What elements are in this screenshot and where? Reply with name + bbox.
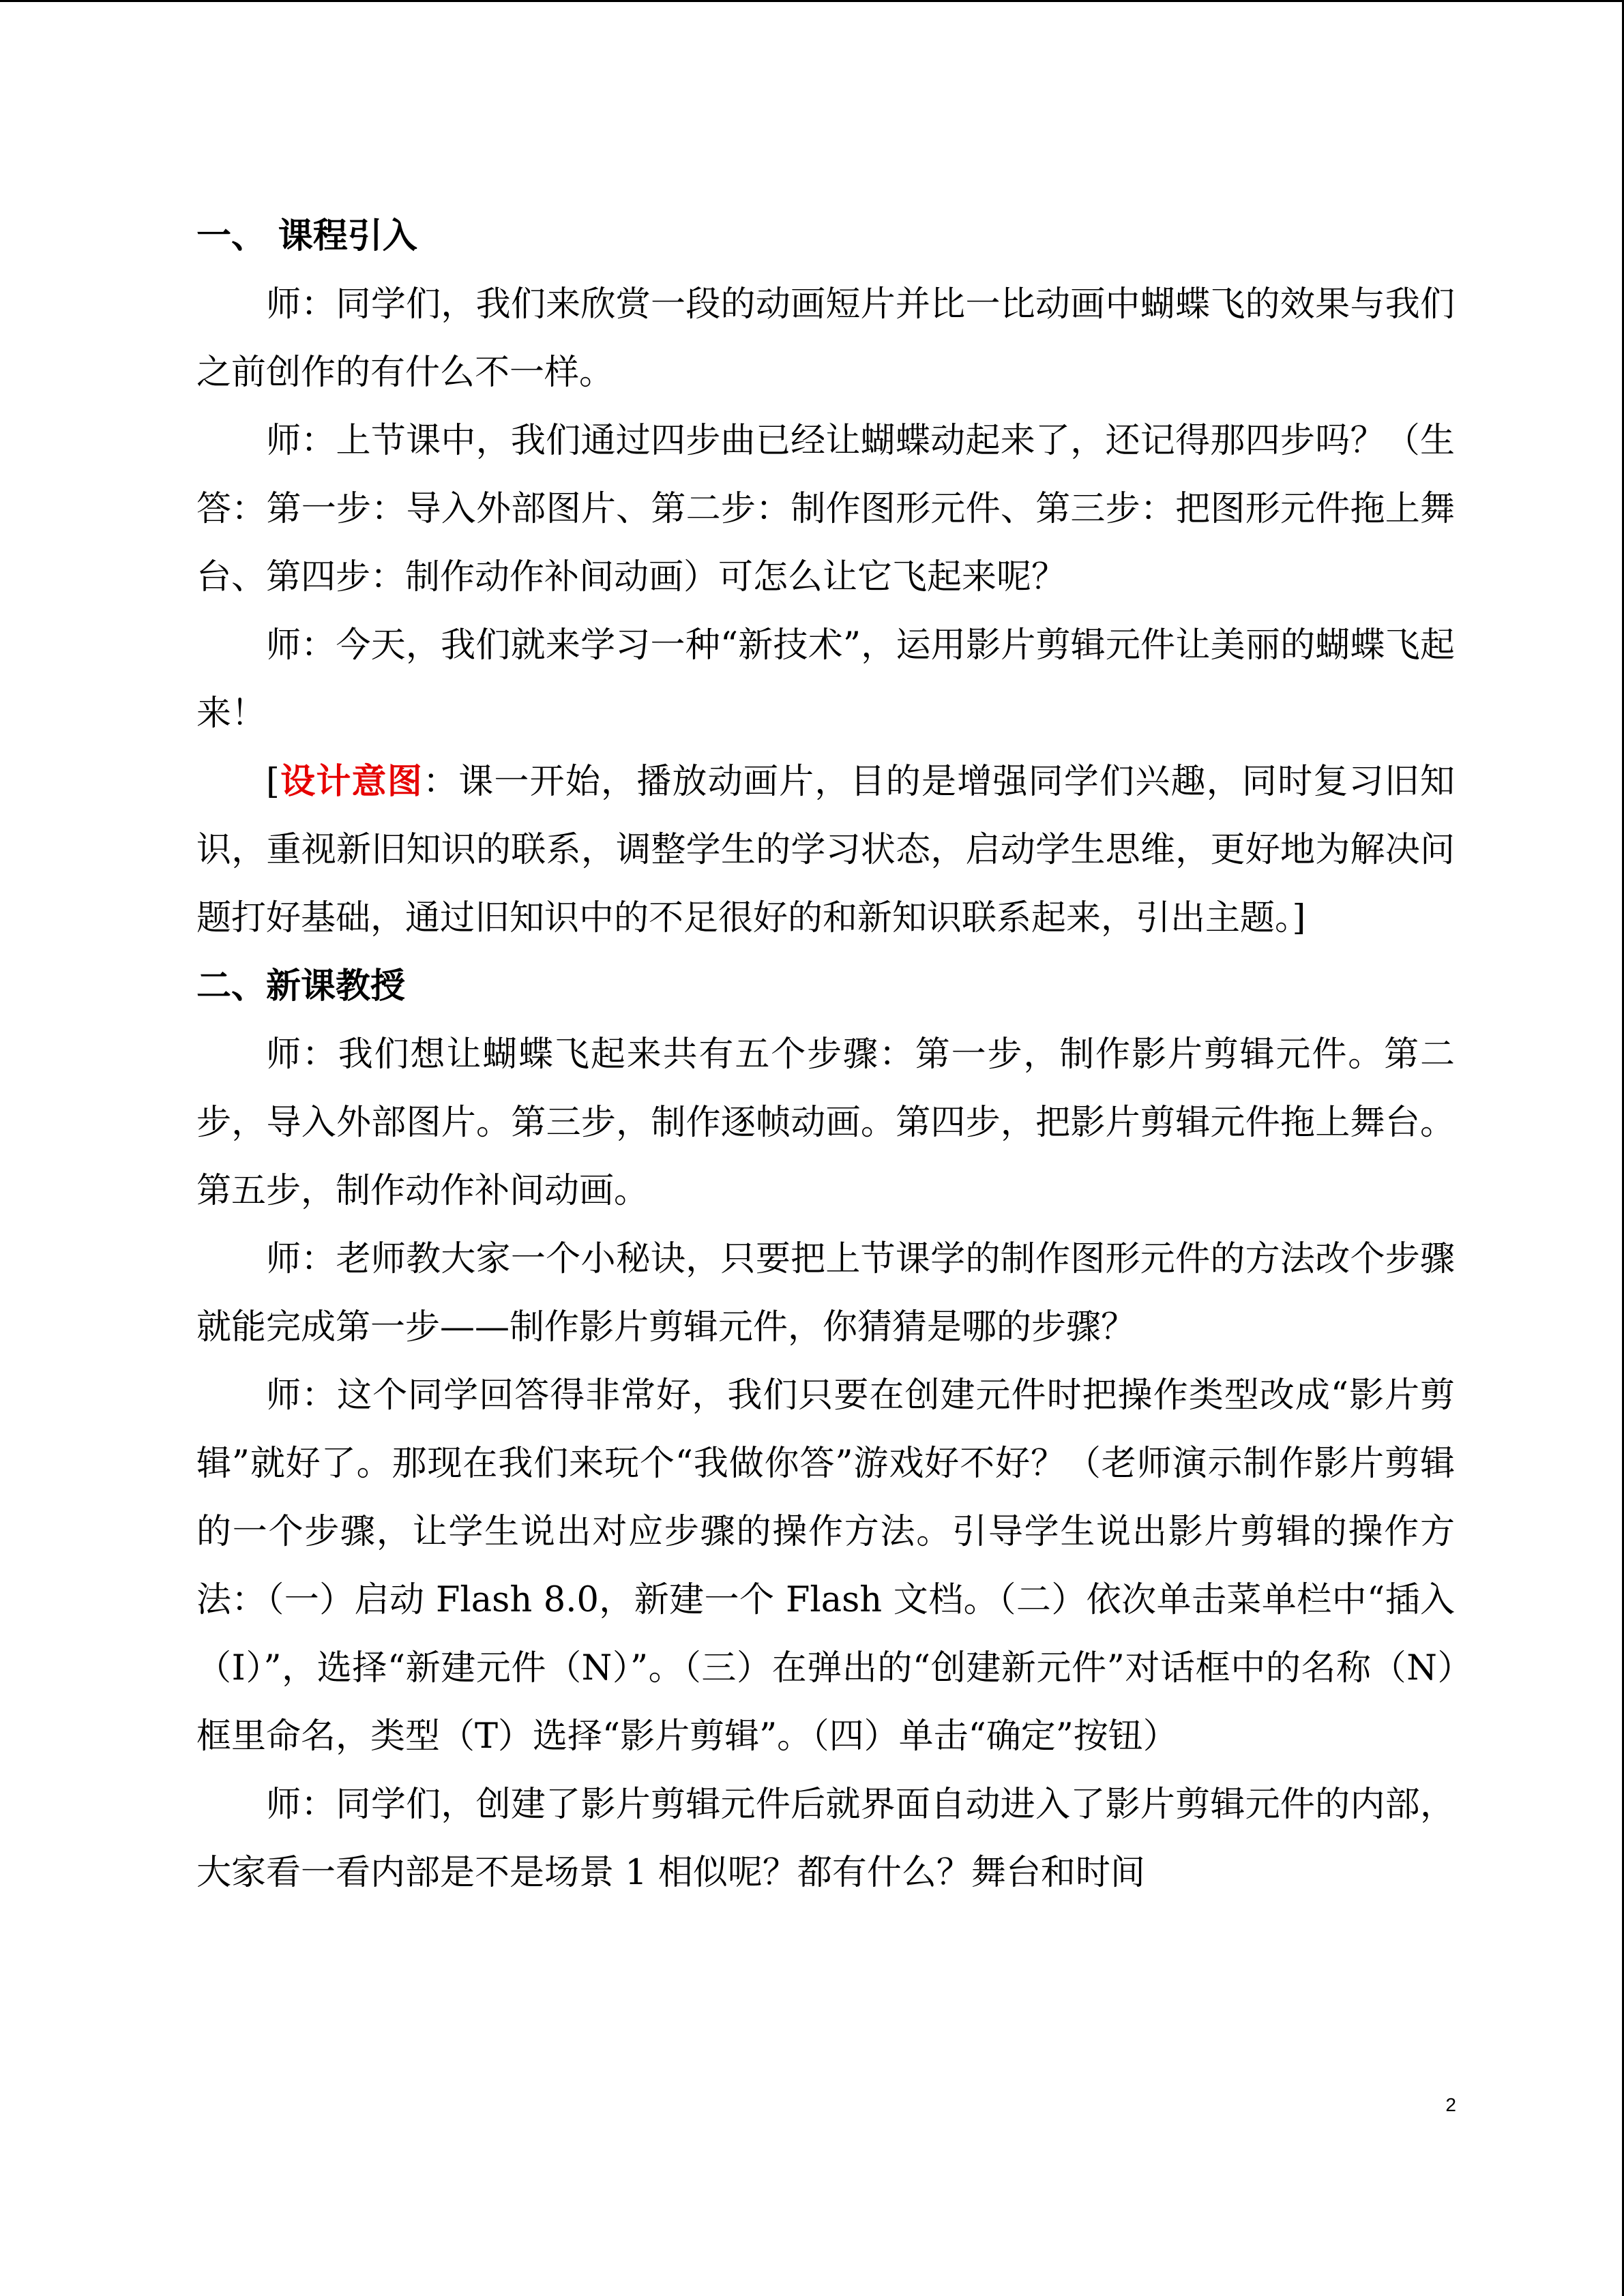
paragraph: 师：这个同学回答得非常好，我们只要在创建元件时把操作类型改成“影片剪辑”就好了。那现在我们来玩个“我做你答”游戏好不好？（老师演示制作影片剪辑的一个步骤，让学生说出对应步骤的操作方法。引导学生说出影片剪辑的操作方法：（一）启动 Flash 8.0，新建一个 Flash 文档。（二）依次单击菜单栏中“插入（I）”，选择“新建元件（N）”。（三）在弹出的“创建新元件”对话框中的名称（N）框里命名，类型（T）选择“影片剪辑”。（四）单击“确定”按钮） (196, 1375, 1455, 1757)
design-intent-label: 设计意图 (279, 762, 423, 802)
paragraph: 师：老师教大家一个小秘诀，只要把上节课学的制作图形元件的方法改个步骤就能完成第一步——制作影片剪辑元件，你猜猜是哪的步骤？ (196, 1239, 1455, 1347)
paragraph: 师：同学们，我们来欣赏一段的动画短片并比一比动画中蝴蝶飞的效果与我们之前创作的有什么不一样。 (196, 284, 1455, 393)
paragraph: 师：今天，我们就来学习一种“新技术”，运用影片剪辑元件让美丽的蝴蝶飞起来！ (196, 625, 1455, 734)
design-intent-open-bracket: [ (266, 762, 280, 802)
paragraph: 师：我们想让蝴蝶飞起来共有五个步骤：第一步，制作影片剪辑元件。第二步，导入外部图片。第三步，制作逐帧动画。第四步，把影片剪辑元件拖上舞台。第五步，制作动作补间动画。 (196, 1034, 1455, 1211)
design-intent-text: ：课一开始，播放动画片，目的是增强同学们兴趣，同时复习旧知识，重视新旧知识的联系，调整学生的学习状态，启动学生思维，更好地为解决问题打好基础，通过旧知识中的不足很好的和新知识联系起来，引出主题。] (196, 762, 1455, 938)
section-title-course-intro: 一、 课程引入 (196, 216, 417, 256)
page-number: 2 (1445, 2094, 1456, 2115)
design-intent-paragraph (196, 748, 1455, 953)
document-body (196, 203, 1455, 1907)
paragraph: 师：同学们，创建了影片剪辑元件后就界面自动进入了影片剪辑元件的内部，大家看一看内部是不是场景 1 相似呢？都有什么？舞台和时间 (196, 1785, 1455, 1893)
section-title-new-lesson: 二、新课教授 (196, 966, 406, 1007)
paragraph: 师：上节课中，我们通过四步曲已经让蝴蝶动起来了，还记得那四步吗？（生答：第一步：导入外部图片、第二步：制作图形元件、第三步：把图形元件拖上舞台、第四步：制作动作补间动画）可怎么让它飞起来呢？ (196, 421, 1455, 597)
